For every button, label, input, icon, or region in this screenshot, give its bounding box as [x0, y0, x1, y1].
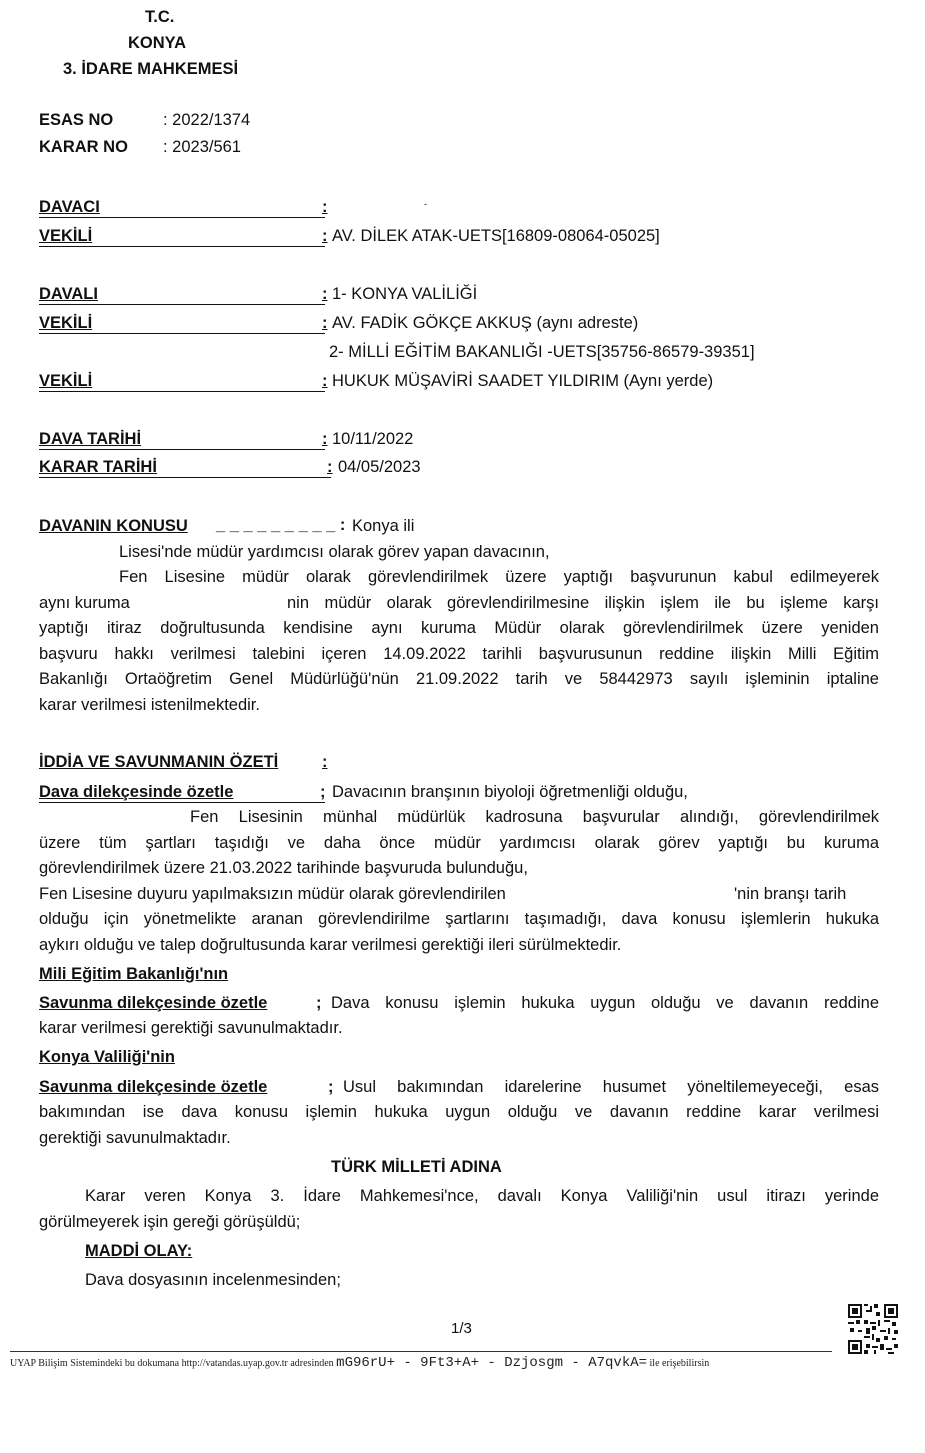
footer-code: mG96rU+ - 9Ft3+A+ - Dzjosgm - A7qvkA= — [336, 1355, 648, 1371]
vekil2-value: AV. FADİK GÖKÇE AKKUŞ (aynı adreste) — [332, 314, 639, 332]
davali-label: DAVALI — [39, 285, 98, 303]
header-court: 3. İDARE MAHKEMESİ — [63, 60, 239, 78]
dava-dilekce-first: Davacının branşının biyoloji öğretmenliği olduğu, — [332, 783, 688, 801]
meb-savunma-colon: ; — [316, 994, 322, 1012]
meb-savunma-label: Savunma dilekçesinde özetle — [39, 994, 268, 1012]
vekil2-label: VEKİLİ — [39, 314, 93, 332]
karar-heading: TÜRK MİLLETİ ADINA — [331, 1158, 502, 1176]
iddia-line-3: görevlendirilmek üzere 21.03.2022 tarihinde başvuruda bulunduğu, — [39, 859, 528, 877]
konu-line-4: yaptığı itiraz doğrultusunda kendisine aynı kuruma Müdür olarak görevlendirilmek üzere yeniden — [39, 619, 879, 637]
karar-p1-line2: görülmeyerek işin gereği görüşüldü; — [39, 1213, 301, 1231]
meb-title: Mili Eğitim Bakanlığı'nın — [39, 965, 229, 983]
konu-label: DAVANIN KONUSU — [39, 517, 188, 535]
konu-line-1: Lisesi'nde müdür yardımcısı olarak görev yapan davacının, — [119, 543, 550, 561]
dava-tarihi-label: DAVA TARİHİ — [39, 430, 142, 448]
konu-line-3-right: nin müdür olarak görevlendirilmesine ilişkin işlem ile bu işleme karşı — [287, 594, 879, 612]
konya-line-2: bakımından ise dava konusu işlemin hukuka uygun olduğu ve davanın reddine karar verilmesi — [39, 1103, 879, 1121]
footer-suffix: ile erişebilirsin — [649, 1358, 710, 1369]
karar-p1-line1: Karar veren Konya 3. İdare Mahkemesi'nce, davalı Konya Valiliği'nin usul itirazı yerinde — [85, 1187, 879, 1205]
davaci-colon: : — [322, 198, 328, 216]
dava-tarihi-underline — [39, 449, 325, 450]
vekil1-colon: : — [322, 227, 328, 245]
vekil1-value: AV. DİLEK ATAK-UETS[16809-08064-05025] — [332, 227, 660, 245]
konya-savunma-label: Savunma dilekçesinde özetle — [39, 1078, 268, 1096]
karar-tarihi-value: 04/05/2023 — [338, 458, 421, 476]
iddia-line-2: üzere tüm şartları taşıdığı ve daha önce müdür yardımcısı olarak görev yaptığı bu kuruma — [39, 834, 879, 852]
dava-dilekce-underline — [39, 802, 325, 803]
vekil3-colon: : — [322, 372, 328, 390]
maddi-olay-first: Dava dosyasının incelenmesinden; — [85, 1271, 341, 1289]
konya-first: Usul bakımından idarelerine husumet yöneltilemeyeceği, esas — [343, 1078, 879, 1096]
davaci-value: - — [424, 199, 427, 209]
konu-line-5: başvuru hakkı verilmesi talebini içeren 14.09.2022 tarihli başvurusunun reddine ilişkin Milli Eğitim — [39, 645, 879, 663]
vekil2-underline — [39, 333, 325, 334]
meb-second: karar verilmesi gerektiği savunulmaktadır. — [39, 1019, 343, 1037]
davaci-underline — [39, 217, 325, 218]
esas-value: : 2022/1374 — [163, 111, 251, 129]
vekil3-label: VEKİLİ — [39, 372, 93, 390]
iddia-title-colon: : — [322, 753, 328, 771]
header-tc: T.C. — [145, 8, 175, 26]
karar-tarihi-colon: : — [327, 458, 333, 476]
vekil3-underline — [39, 391, 325, 392]
vekil1-label: VEKİLİ — [39, 227, 93, 245]
iddia-fen-left: Fen Lisesine duyuru yapılmaksızın müdür olarak görevlendirilen — [39, 885, 506, 903]
konu-line-2: Fen Lisesine müdür olarak görevlendirilmek üzere yaptığı başvurunun kabul edilmeyerek — [119, 568, 879, 586]
karar-no-value: : 2023/561 — [163, 138, 241, 156]
konu-first: Konya ili — [352, 517, 415, 535]
davali2-value: 2- MİLLİ EĞİTİM BAKANLIĞI -UETS[35756-86579-39351] — [329, 343, 755, 361]
header-konya: KONYA — [128, 34, 187, 52]
iddia-line-5: aykırı olduğu ve talep doğrultusunda karar verilmesi gerektiği ileri sürülmektedir. — [39, 936, 622, 954]
qr-code-icon — [848, 1304, 898, 1354]
konya-title: Konya Valiliği'nin — [39, 1048, 175, 1066]
dava-tarihi-value: 10/11/2022 — [332, 430, 414, 448]
davali-colon: : — [322, 285, 328, 303]
konu-line-7: karar verilmesi istenilmektedir. — [39, 696, 260, 714]
page-number: 1/3 — [451, 1320, 472, 1337]
footer-divider — [10, 1351, 832, 1352]
karar-tarihi-underline — [39, 477, 331, 478]
footer-prefix: UYAP Bilişim Sistemindeki bu dokumana http://vatandas.uyap.gov.tr adresinden — [10, 1358, 334, 1369]
vekil1-underline — [39, 246, 325, 247]
dava-dilekce-colon: ; — [320, 783, 326, 801]
iddia-line-4: olduğu için yönetmelikte aranan görevlendirilme şartlarını taşımadığı, dava konusu işlemlerin hukuka — [39, 910, 879, 928]
konu-line-3-left: aynı kuruma — [39, 594, 130, 612]
konu-line-6: Bakanlığı Ortaöğretim Genel Müdürlüğü'nün 21.09.2022 tarih ve 58442973 sayılı işleminin iptaline — [39, 670, 879, 688]
iddia-fen-right: 'nin branşı tarih — [734, 885, 847, 903]
konya-savunma-colon: ; — [328, 1078, 334, 1096]
iddia-line-1: Fen Lisesinin münhal müdürlük kadrosuna başvurular alındığı, görevlendirilmek — [190, 808, 879, 826]
konya-line-3: gerektiği savunulmaktadır. — [39, 1129, 231, 1147]
dava-dilekce-label: Dava dilekçesinde özetle — [39, 783, 234, 801]
esas-label: ESAS NO — [39, 111, 114, 129]
davali-value: 1- KONYA VALİLİĞİ — [332, 285, 478, 303]
karar-no-label: KARAR NO — [39, 138, 128, 156]
karar-tarihi-label: KARAR TARİHİ — [39, 458, 157, 476]
konu-dashes: _ _ _ _ _ _ _ _ _ : — [216, 516, 346, 534]
davaci-label: DAVACI — [39, 198, 100, 216]
footer-verification — [10, 1355, 709, 1371]
dava-tarihi-colon: : — [322, 430, 328, 448]
davali-underline — [39, 304, 325, 305]
maddi-olay-title: MADDİ OLAY: — [85, 1242, 193, 1260]
iddia-title: İDDİA VE SAVUNMANIN ÖZETİ — [39, 753, 279, 771]
vekil3-value: HUKUK MÜŞAVİRİ SAADET YILDIRIM (Aynı yerde) — [332, 372, 714, 390]
meb-first: Dava konusu işlemin hukuka uygun olduğu ve davanın reddine — [331, 994, 879, 1012]
vekil2-colon: : — [322, 314, 328, 332]
